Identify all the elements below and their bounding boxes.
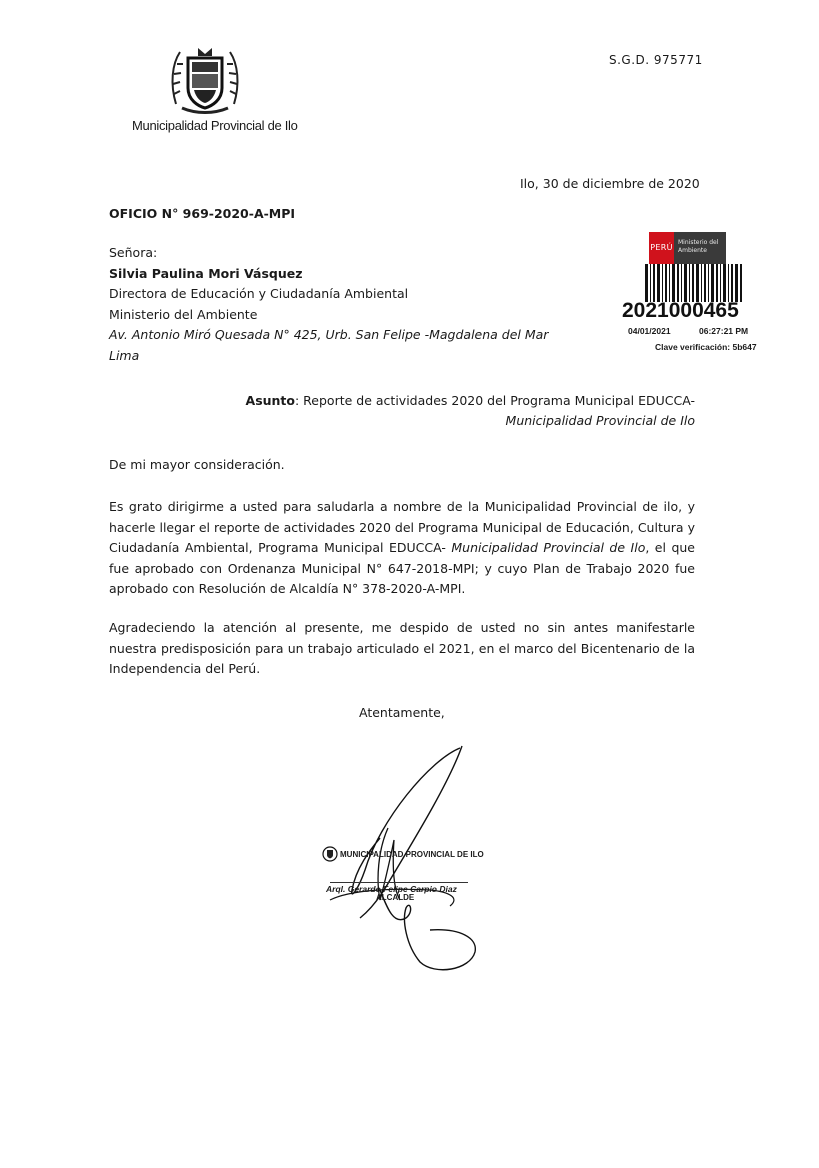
para1-part-a: Es grato dirigirme a usted para saludarla a nombre de la Municipalidad Provincial de ilo, y hacerle llegar el reporte de actividades 2020 del Programa Municipal de Educación, Cultura y Ciudadanía Ambiental, Programa Municipal EDUCCA- (109, 499, 695, 555)
verification-key: Clave verificación: 5b647 (655, 342, 757, 352)
institution-name: Municipalidad Provincial de Ilo (132, 118, 298, 133)
recipient-address: Av. Antonio Miró Quesada N° 425, Urb. San Felipe -Magdalena del Mar (109, 327, 549, 342)
registration-time: 06:27:21 PM (699, 326, 749, 336)
registration-date: 04/01/2021 (628, 326, 671, 336)
sgd-number: S.G.D. 975771 (609, 53, 703, 67)
recipient-name: Silvia Paulina Mori Vásquez (109, 265, 303, 281)
document-reference: OFICIO N° 969-2020-A-MPI (109, 206, 296, 221)
para1-part-b: Municipalidad Provincial de Ilo (451, 540, 646, 555)
ministry-logo (649, 232, 726, 264)
greeting: De mi mayor consideración. (109, 457, 285, 472)
peru-flag-label: PERÚ (649, 232, 674, 264)
signature-rule (330, 882, 468, 883)
signatory-title: ALCALDE (376, 893, 415, 902)
subject-line (172, 391, 695, 431)
recipient-organization: Ministerio del Ambiente (109, 306, 258, 322)
recipient-salutation: Señora: (109, 245, 158, 260)
recipient-position: Directora de Educación y Ciudadanía Ambiental (109, 286, 409, 301)
date-line: Ilo, 30 de diciembre de 2020 (520, 176, 700, 191)
closing: Atentamente, (359, 705, 445, 720)
subject-label: Asunto (245, 393, 295, 408)
subject-text-italic: Municipalidad Provincial de Ilo (505, 413, 695, 428)
seal-entity-name: MUNICIPALIDAD PROVINCIAL DE ILO (340, 850, 484, 859)
recipient-block (109, 243, 548, 366)
seal-crest-icon (322, 846, 338, 862)
municipal-crest-logo (168, 44, 242, 116)
subject-text: : Reporte de actividades 2020 del Programa Municipal EDUCCA- (295, 393, 695, 408)
reception-stamp (622, 229, 772, 359)
signatory-name: Arql. Gerardo Felipe Carpio Diaz (326, 884, 457, 894)
body-paragraph-1 (109, 497, 695, 600)
para1-part-c: , el que fue aprobado con Ordenanza Municipal N° 647-2018-MPI; y cuyo Plan de Trabajo 2020 fue aprobado con Resolución de Alcaldía N° 378-2020-A-MPI. (109, 540, 695, 596)
recipient-city: Lima (109, 347, 140, 363)
ministry-label: Ministerio del Ambiente (678, 239, 719, 254)
registration-number: 2021000465 (622, 299, 739, 322)
barcode-graphic (645, 264, 742, 302)
body-paragraph-2: Agradeciendo la atención al presente, me despido de usted no sin antes manifestarle nuestra predisposición para un trabajo articulado el 2021, en el marco del Bicentenario de la Independencia del Perú. (109, 620, 695, 676)
